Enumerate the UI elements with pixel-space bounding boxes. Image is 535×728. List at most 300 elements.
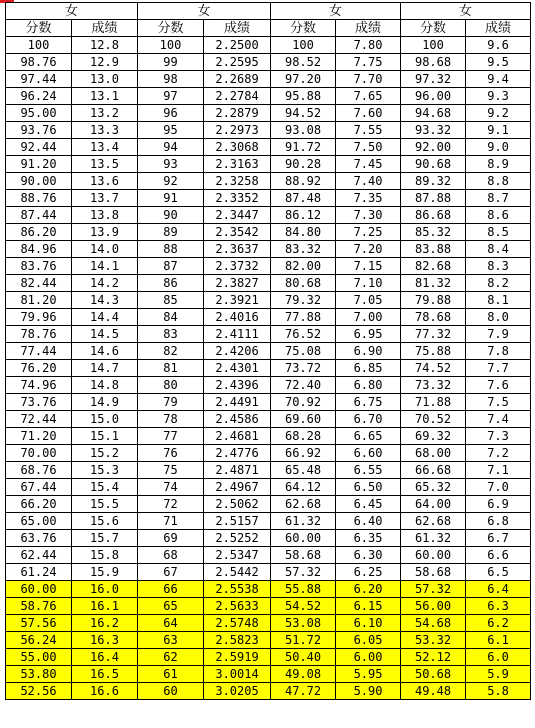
table-cell[interactable]: 63: [138, 632, 204, 649]
table-cell[interactable]: 2.2595: [204, 54, 271, 71]
table-cell[interactable]: 13.3: [72, 122, 138, 139]
table-cell[interactable]: 6.90: [336, 343, 401, 360]
table-cell[interactable]: 100: [271, 37, 336, 54]
table-cell[interactable]: 7.2: [466, 445, 531, 462]
table-cell[interactable]: 83: [138, 326, 204, 343]
table-cell[interactable]: 7.20: [336, 241, 401, 258]
table-cell[interactable]: 7.40: [336, 173, 401, 190]
table-cell[interactable]: 95.88: [271, 88, 336, 105]
table-cell[interactable]: 6.50: [336, 479, 401, 496]
table-cell[interactable]: 66: [138, 581, 204, 598]
column-header-cell[interactable]: 成绩: [466, 20, 531, 37]
table-cell[interactable]: 16.5: [72, 666, 138, 683]
table-cell[interactable]: 13.2: [72, 105, 138, 122]
table-cell[interactable]: 2.5157: [204, 513, 271, 530]
table-cell[interactable]: 79.96: [6, 309, 72, 326]
table-cell[interactable]: 86.20: [6, 224, 72, 241]
table-cell[interactable]: 98: [138, 71, 204, 88]
table-cell[interactable]: 76.52: [271, 326, 336, 343]
table-cell[interactable]: 55.00: [6, 649, 72, 666]
table-cell[interactable]: 67: [138, 564, 204, 581]
table-cell[interactable]: 78.76: [6, 326, 72, 343]
table-cell[interactable]: 73.76: [6, 394, 72, 411]
table-cell[interactable]: 75.08: [271, 343, 336, 360]
table-cell[interactable]: 2.3732: [204, 258, 271, 275]
table-cell[interactable]: 6.3: [466, 598, 531, 615]
table-cell[interactable]: 14.3: [72, 292, 138, 309]
table-cell[interactable]: 57.32: [401, 581, 466, 598]
table-cell[interactable]: 98.52: [271, 54, 336, 71]
table-cell[interactable]: 2.5252: [204, 530, 271, 547]
table-cell[interactable]: 7.00: [336, 309, 401, 326]
table-cell[interactable]: 9.2: [466, 105, 531, 122]
table-cell[interactable]: 6.35: [336, 530, 401, 547]
table-cell[interactable]: 71: [138, 513, 204, 530]
table-cell[interactable]: 6.10: [336, 615, 401, 632]
table-cell[interactable]: 14.5: [72, 326, 138, 343]
table-cell[interactable]: 6.95: [336, 326, 401, 343]
table-cell[interactable]: 8.7: [466, 190, 531, 207]
table-cell[interactable]: 72: [138, 496, 204, 513]
table-cell[interactable]: 2.4776: [204, 445, 271, 462]
column-header-cell[interactable]: 分数: [138, 20, 204, 37]
table-cell[interactable]: 93.76: [6, 122, 72, 139]
table-cell[interactable]: 6.75: [336, 394, 401, 411]
table-cell[interactable]: 91.20: [6, 156, 72, 173]
table-cell[interactable]: 86.12: [271, 207, 336, 224]
table-cell[interactable]: 2.5823: [204, 632, 271, 649]
table-cell[interactable]: 7.70: [336, 71, 401, 88]
table-cell[interactable]: 98.76: [6, 54, 72, 71]
table-cell[interactable]: 49.08: [271, 666, 336, 683]
table-cell[interactable]: 7.25: [336, 224, 401, 241]
table-cell[interactable]: 87: [138, 258, 204, 275]
table-cell[interactable]: 90.68: [401, 156, 466, 173]
table-cell[interactable]: 97.32: [401, 71, 466, 88]
table-cell[interactable]: 13.4: [72, 139, 138, 156]
table-cell[interactable]: 90: [138, 207, 204, 224]
table-cell[interactable]: 9.0: [466, 139, 531, 156]
table-cell[interactable]: 2.3352: [204, 190, 271, 207]
table-cell[interactable]: 3.0205: [204, 683, 271, 700]
table-cell[interactable]: 14.0: [72, 241, 138, 258]
table-cell[interactable]: 90.28: [271, 156, 336, 173]
table-cell[interactable]: 6.5: [466, 564, 531, 581]
table-cell[interactable]: 6.25: [336, 564, 401, 581]
table-cell[interactable]: 70.52: [401, 411, 466, 428]
column-header-cell[interactable]: 分数: [401, 20, 466, 37]
table-cell[interactable]: 15.1: [72, 428, 138, 445]
table-cell[interactable]: 65.32: [401, 479, 466, 496]
table-cell[interactable]: 7.75: [336, 54, 401, 71]
table-cell[interactable]: 64.12: [271, 479, 336, 496]
table-cell[interactable]: 74: [138, 479, 204, 496]
table-cell[interactable]: 14.6: [72, 343, 138, 360]
table-cell[interactable]: 72.44: [6, 411, 72, 428]
table-cell[interactable]: 16.3: [72, 632, 138, 649]
table-cell[interactable]: 94.52: [271, 105, 336, 122]
table-cell[interactable]: 2.4016: [204, 309, 271, 326]
table-cell[interactable]: 7.30: [336, 207, 401, 224]
group-header-cell[interactable]: 女: [6, 3, 138, 20]
table-cell[interactable]: 78.68: [401, 309, 466, 326]
table-cell[interactable]: 84: [138, 309, 204, 326]
table-cell[interactable]: 14.7: [72, 360, 138, 377]
table-cell[interactable]: 2.4301: [204, 360, 271, 377]
table-cell[interactable]: 53.80: [6, 666, 72, 683]
table-cell[interactable]: 2.4396: [204, 377, 271, 394]
table-cell[interactable]: 2.3163: [204, 156, 271, 173]
table-cell[interactable]: 2.5919: [204, 649, 271, 666]
table-cell[interactable]: 12.8: [72, 37, 138, 54]
table-cell[interactable]: 8.8: [466, 173, 531, 190]
table-cell[interactable]: 14.2: [72, 275, 138, 292]
table-cell[interactable]: 6.4: [466, 581, 531, 598]
table-cell[interactable]: 91.72: [271, 139, 336, 156]
table-cell[interactable]: 2.3921: [204, 292, 271, 309]
group-header-cell[interactable]: 女: [138, 3, 271, 20]
table-cell[interactable]: 15.5: [72, 496, 138, 513]
table-cell[interactable]: 86.68: [401, 207, 466, 224]
table-cell[interactable]: 84.80: [271, 224, 336, 241]
table-cell[interactable]: 13.5: [72, 156, 138, 173]
table-cell[interactable]: 8.4: [466, 241, 531, 258]
table-cell[interactable]: 2.3258: [204, 173, 271, 190]
table-cell[interactable]: 64.00: [401, 496, 466, 513]
table-cell[interactable]: 6.05: [336, 632, 401, 649]
table-cell[interactable]: 56.24: [6, 632, 72, 649]
table-cell[interactable]: 7.55: [336, 122, 401, 139]
table-cell[interactable]: 86: [138, 275, 204, 292]
table-cell[interactable]: 94.68: [401, 105, 466, 122]
table-cell[interactable]: 9.1: [466, 122, 531, 139]
table-cell[interactable]: 8.0: [466, 309, 531, 326]
table-cell[interactable]: 2.5633: [204, 598, 271, 615]
table-cell[interactable]: 15.6: [72, 513, 138, 530]
table-cell[interactable]: 95: [138, 122, 204, 139]
table-cell[interactable]: 83.32: [271, 241, 336, 258]
table-cell[interactable]: 96.00: [401, 88, 466, 105]
table-cell[interactable]: 85: [138, 292, 204, 309]
table-cell[interactable]: 68.00: [401, 445, 466, 462]
table-cell[interactable]: 57.32: [271, 564, 336, 581]
table-cell[interactable]: 15.3: [72, 462, 138, 479]
table-cell[interactable]: 74.52: [401, 360, 466, 377]
table-cell[interactable]: 72.40: [271, 377, 336, 394]
table-cell[interactable]: 7.65: [336, 88, 401, 105]
table-cell[interactable]: 7.60: [336, 105, 401, 122]
table-cell[interactable]: 74.96: [6, 377, 72, 394]
table-cell[interactable]: 7.0: [466, 479, 531, 496]
table-cell[interactable]: 87.44: [6, 207, 72, 224]
table-cell[interactable]: 2.3447: [204, 207, 271, 224]
table-cell[interactable]: 2.2500: [204, 37, 271, 54]
table-cell[interactable]: 65: [138, 598, 204, 615]
table-cell[interactable]: 68.76: [6, 462, 72, 479]
table-cell[interactable]: 96: [138, 105, 204, 122]
table-cell[interactable]: 53.32: [401, 632, 466, 649]
table-cell[interactable]: 66.92: [271, 445, 336, 462]
table-cell[interactable]: 15.4: [72, 479, 138, 496]
table-cell[interactable]: 15.0: [72, 411, 138, 428]
table-cell[interactable]: 7.10: [336, 275, 401, 292]
table-cell[interactable]: 66.68: [401, 462, 466, 479]
table-cell[interactable]: 50.40: [271, 649, 336, 666]
table-cell[interactable]: 85.32: [401, 224, 466, 241]
table-cell[interactable]: 2.4206: [204, 343, 271, 360]
group-header-cell[interactable]: 女: [401, 3, 531, 20]
column-header-cell[interactable]: 分数: [6, 20, 72, 37]
table-cell[interactable]: 61.24: [6, 564, 72, 581]
table-cell[interactable]: 60.00: [401, 547, 466, 564]
table-cell[interactable]: 70.00: [6, 445, 72, 462]
table-cell[interactable]: 73.32: [401, 377, 466, 394]
table-cell[interactable]: 15.2: [72, 445, 138, 462]
table-cell[interactable]: 77.44: [6, 343, 72, 360]
table-cell[interactable]: 6.80: [336, 377, 401, 394]
table-cell[interactable]: 6.15: [336, 598, 401, 615]
table-cell[interactable]: 53.08: [271, 615, 336, 632]
table-cell[interactable]: 6.2: [466, 615, 531, 632]
table-cell[interactable]: 6.20: [336, 581, 401, 598]
table-cell[interactable]: 2.3637: [204, 241, 271, 258]
table-cell[interactable]: 15.7: [72, 530, 138, 547]
table-cell[interactable]: 94: [138, 139, 204, 156]
table-cell[interactable]: 2.5748: [204, 615, 271, 632]
table-cell[interactable]: 9.3: [466, 88, 531, 105]
table-cell[interactable]: 5.95: [336, 666, 401, 683]
table-cell[interactable]: 2.5347: [204, 547, 271, 564]
table-cell[interactable]: 97.20: [271, 71, 336, 88]
table-cell[interactable]: 76.20: [6, 360, 72, 377]
table-cell[interactable]: 7.8: [466, 343, 531, 360]
table-cell[interactable]: 15.8: [72, 547, 138, 564]
table-cell[interactable]: 62.44: [6, 547, 72, 564]
table-cell[interactable]: 6.9: [466, 496, 531, 513]
table-cell[interactable]: 82: [138, 343, 204, 360]
table-cell[interactable]: 6.85: [336, 360, 401, 377]
table-cell[interactable]: 7.45: [336, 156, 401, 173]
table-cell[interactable]: 80.68: [271, 275, 336, 292]
table-cell[interactable]: 2.2689: [204, 71, 271, 88]
table-cell[interactable]: 61.32: [271, 513, 336, 530]
table-cell[interactable]: 89: [138, 224, 204, 241]
table-cell[interactable]: 6.65: [336, 428, 401, 445]
table-cell[interactable]: 92.00: [401, 139, 466, 156]
table-cell[interactable]: 14.9: [72, 394, 138, 411]
table-cell[interactable]: 7.9: [466, 326, 531, 343]
table-cell[interactable]: 8.6: [466, 207, 531, 224]
table-cell[interactable]: 79.88: [401, 292, 466, 309]
table-cell[interactable]: 82.00: [271, 258, 336, 275]
table-cell[interactable]: 15.9: [72, 564, 138, 581]
table-cell[interactable]: 64: [138, 615, 204, 632]
table-cell[interactable]: 7.5: [466, 394, 531, 411]
table-cell[interactable]: 2.4871: [204, 462, 271, 479]
table-cell[interactable]: 2.5442: [204, 564, 271, 581]
table-cell[interactable]: 62.68: [401, 513, 466, 530]
table-cell[interactable]: 78: [138, 411, 204, 428]
table-cell[interactable]: 75.88: [401, 343, 466, 360]
column-header-cell[interactable]: 成绩: [72, 20, 138, 37]
table-cell[interactable]: 81: [138, 360, 204, 377]
column-header-cell[interactable]: 成绩: [336, 20, 401, 37]
table-cell[interactable]: 62: [138, 649, 204, 666]
table-cell[interactable]: 9.6: [466, 37, 531, 54]
table-cell[interactable]: 7.1: [466, 462, 531, 479]
table-cell[interactable]: 6.7: [466, 530, 531, 547]
table-cell[interactable]: 8.5: [466, 224, 531, 241]
table-cell[interactable]: 6.1: [466, 632, 531, 649]
table-cell[interactable]: 95.00: [6, 105, 72, 122]
table-cell[interactable]: 8.9: [466, 156, 531, 173]
table-cell[interactable]: 2.4111: [204, 326, 271, 343]
table-cell[interactable]: 75: [138, 462, 204, 479]
table-cell[interactable]: 7.15: [336, 258, 401, 275]
table-cell[interactable]: 60.00: [271, 530, 336, 547]
table-cell[interactable]: 2.4491: [204, 394, 271, 411]
table-cell[interactable]: 7.6: [466, 377, 531, 394]
table-cell[interactable]: 89.32: [401, 173, 466, 190]
table-cell[interactable]: 99: [138, 54, 204, 71]
table-cell[interactable]: 83.76: [6, 258, 72, 275]
table-cell[interactable]: 98.68: [401, 54, 466, 71]
table-cell[interactable]: 52.56: [6, 683, 72, 700]
table-cell[interactable]: 2.5538: [204, 581, 271, 598]
table-cell[interactable]: 88.92: [271, 173, 336, 190]
table-cell[interactable]: 9.5: [466, 54, 531, 71]
table-cell[interactable]: 6.55: [336, 462, 401, 479]
table-cell[interactable]: 7.50: [336, 139, 401, 156]
table-cell[interactable]: 5.8: [466, 683, 531, 700]
table-cell[interactable]: 57.56: [6, 615, 72, 632]
table-cell[interactable]: 50.68: [401, 666, 466, 683]
table-cell[interactable]: 12.9: [72, 54, 138, 71]
table-cell[interactable]: 2.4586: [204, 411, 271, 428]
table-cell[interactable]: 16.0: [72, 581, 138, 598]
table-cell[interactable]: 71.88: [401, 394, 466, 411]
table-cell[interactable]: 92: [138, 173, 204, 190]
table-cell[interactable]: 100: [138, 37, 204, 54]
table-cell[interactable]: 51.72: [271, 632, 336, 649]
table-cell[interactable]: 68: [138, 547, 204, 564]
table-cell[interactable]: 13.0: [72, 71, 138, 88]
table-cell[interactable]: 2.3542: [204, 224, 271, 241]
table-cell[interactable]: 2.3068: [204, 139, 271, 156]
table-cell[interactable]: 93: [138, 156, 204, 173]
table-cell[interactable]: 69.60: [271, 411, 336, 428]
table-cell[interactable]: 5.9: [466, 666, 531, 683]
table-cell[interactable]: 7.3: [466, 428, 531, 445]
table-cell[interactable]: 2.4681: [204, 428, 271, 445]
table-cell[interactable]: 77.32: [401, 326, 466, 343]
table-cell[interactable]: 65.00: [6, 513, 72, 530]
table-cell[interactable]: 2.5062: [204, 496, 271, 513]
table-cell[interactable]: 79.32: [271, 292, 336, 309]
table-cell[interactable]: 13.1: [72, 88, 138, 105]
table-cell[interactable]: 58.68: [401, 564, 466, 581]
table-cell[interactable]: 16.1: [72, 598, 138, 615]
group-header-cell[interactable]: 女: [271, 3, 401, 20]
table-cell[interactable]: 47.72: [271, 683, 336, 700]
table-cell[interactable]: 97: [138, 88, 204, 105]
table-cell[interactable]: 73.72: [271, 360, 336, 377]
table-cell[interactable]: 88.76: [6, 190, 72, 207]
table-cell[interactable]: 58.68: [271, 547, 336, 564]
table-cell[interactable]: 96.24: [6, 88, 72, 105]
table-cell[interactable]: 2.3827: [204, 275, 271, 292]
table-cell[interactable]: 9.4: [466, 71, 531, 88]
table-cell[interactable]: 2.2973: [204, 122, 271, 139]
table-cell[interactable]: 71.20: [6, 428, 72, 445]
table-cell[interactable]: 88: [138, 241, 204, 258]
table-cell[interactable]: 6.8: [466, 513, 531, 530]
table-cell[interactable]: 63.76: [6, 530, 72, 547]
table-cell[interactable]: 7.7: [466, 360, 531, 377]
table-cell[interactable]: 14.8: [72, 377, 138, 394]
table-cell[interactable]: 90.00: [6, 173, 72, 190]
table-cell[interactable]: 58.76: [6, 598, 72, 615]
table-cell[interactable]: 14.1: [72, 258, 138, 275]
table-cell[interactable]: 6.40: [336, 513, 401, 530]
table-cell[interactable]: 2.2784: [204, 88, 271, 105]
table-cell[interactable]: 13.6: [72, 173, 138, 190]
table-cell[interactable]: 69.32: [401, 428, 466, 445]
table-cell[interactable]: 6.70: [336, 411, 401, 428]
table-cell[interactable]: 52.12: [401, 649, 466, 666]
table-cell[interactable]: 84.96: [6, 241, 72, 258]
table-cell[interactable]: 7.4: [466, 411, 531, 428]
table-cell[interactable]: 67.44: [6, 479, 72, 496]
table-cell[interactable]: 6.00: [336, 649, 401, 666]
table-cell[interactable]: 82.68: [401, 258, 466, 275]
table-cell[interactable]: 16.6: [72, 683, 138, 700]
table-cell[interactable]: 6.6: [466, 547, 531, 564]
table-cell[interactable]: 6.45: [336, 496, 401, 513]
table-cell[interactable]: 66.20: [6, 496, 72, 513]
table-cell[interactable]: 97.44: [6, 71, 72, 88]
table-cell[interactable]: 8.1: [466, 292, 531, 309]
table-cell[interactable]: 79: [138, 394, 204, 411]
table-cell[interactable]: 60: [138, 683, 204, 700]
table-cell[interactable]: 60.00: [6, 581, 72, 598]
table-cell[interactable]: 91: [138, 190, 204, 207]
table-cell[interactable]: 54.52: [271, 598, 336, 615]
table-cell[interactable]: 13.8: [72, 207, 138, 224]
table-cell[interactable]: 82.44: [6, 275, 72, 292]
table-cell[interactable]: 65.48: [271, 462, 336, 479]
table-cell[interactable]: 61: [138, 666, 204, 683]
table-cell[interactable]: 62.68: [271, 496, 336, 513]
table-cell[interactable]: 13.9: [72, 224, 138, 241]
table-cell[interactable]: 7.35: [336, 190, 401, 207]
table-cell[interactable]: 2.4967: [204, 479, 271, 496]
table-cell[interactable]: 76: [138, 445, 204, 462]
table-cell[interactable]: 77: [138, 428, 204, 445]
table-cell[interactable]: 77.88: [271, 309, 336, 326]
table-cell[interactable]: 54.68: [401, 615, 466, 632]
table-cell[interactable]: 14.4: [72, 309, 138, 326]
table-cell[interactable]: 55.88: [271, 581, 336, 598]
table-cell[interactable]: 7.80: [336, 37, 401, 54]
table-cell[interactable]: 49.48: [401, 683, 466, 700]
table-cell[interactable]: 92.44: [6, 139, 72, 156]
table-cell[interactable]: 70.92: [271, 394, 336, 411]
column-header-cell[interactable]: 成绩: [204, 20, 271, 37]
table-cell[interactable]: 7.05: [336, 292, 401, 309]
table-cell[interactable]: 69: [138, 530, 204, 547]
table-cell[interactable]: 6.0: [466, 649, 531, 666]
